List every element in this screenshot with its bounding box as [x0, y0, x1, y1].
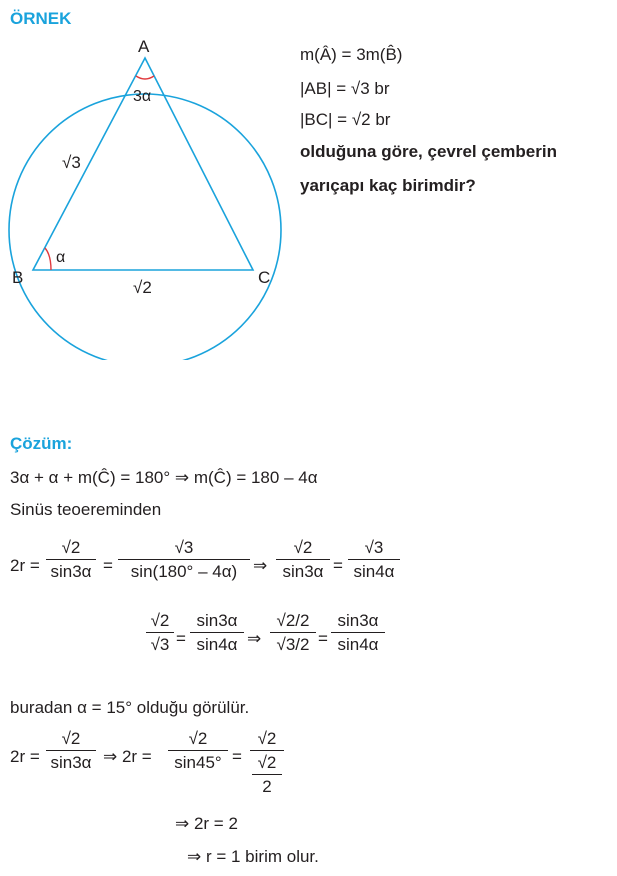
eq3-frac-1: [146, 612, 174, 653]
vertex-a-label: A: [138, 37, 150, 56]
eq2-frac-1: [46, 539, 96, 580]
eq2-equals: =: [103, 556, 113, 575]
triangle-circle-figure: [0, 30, 300, 360]
problem-line-3: |BC| = √2 br: [300, 110, 391, 129]
eq4-frac-3-den-den: 2: [252, 774, 282, 795]
solution-eq6: ⇒ r = 1 birim olur.: [187, 847, 319, 866]
eq2-frac-3: [276, 539, 330, 580]
theorem-line: Sinüs teoereminden: [10, 500, 162, 519]
eq2-frac-4-den: sin4α: [348, 559, 400, 580]
eq4-frac-2-den: sin45°: [168, 750, 228, 771]
eq4-frac-3-num: √2: [257, 729, 277, 748]
eq4-lhs: 2r =: [10, 747, 40, 766]
solution-eq1: 3α + α + m(Ĉ) = 180° ⇒ m(Ĉ) = 180 – 4α: [10, 468, 318, 487]
eq4-frac-3-den: [250, 750, 284, 795]
eq3-frac-4-den: sin4α: [331, 632, 385, 653]
eq3-frac-4-num: sin3α: [337, 611, 379, 630]
result-line: buradan α = 15° olduğu görülür.: [10, 698, 250, 717]
side-bc-label: √2: [133, 278, 152, 297]
solution-label: Çözüm:: [10, 434, 73, 453]
eq3-frac-1-den: √3: [146, 632, 174, 653]
eq2-frac-3-den: sin3α: [276, 559, 330, 580]
eq4-frac-2: [168, 730, 228, 771]
circumcircle: [9, 94, 281, 360]
eq2-frac-2-den: sin(180° – 4α): [118, 559, 250, 580]
vertex-c-label: C: [258, 268, 271, 287]
eq3-frac-3-den: √3/2: [270, 632, 316, 653]
eq2-frac-4-num: √3: [364, 538, 384, 557]
example-label: ÖRNEK: [10, 9, 72, 28]
eq3-frac-3-num: √2/2: [276, 611, 310, 630]
eq2-frac-1-num: √2: [61, 538, 81, 557]
eq4-frac-3: [250, 730, 284, 795]
eq4-frac-1: [46, 730, 96, 771]
eq3-frac-4: [331, 612, 385, 653]
problem-line-1: m(Â) = 3m(B̂): [300, 45, 403, 64]
eq3-frac-2-den: sin4α: [190, 632, 244, 653]
problem-line-4: olduğuna göre, çevrel çemberin: [300, 142, 557, 161]
angle-a-label: 3α: [133, 88, 152, 105]
eq4-arrow: ⇒ 2r =: [103, 747, 152, 766]
eq2-frac-3-num: √2: [293, 538, 313, 557]
eq2-frac-4: [348, 539, 400, 580]
eq3-equals: =: [176, 629, 186, 648]
eq3-frac-1-num: √2: [150, 611, 170, 630]
angle-b-arc: [45, 248, 51, 270]
eq2-lhs: 2r =: [10, 556, 40, 575]
eq3-frac-2-num: sin3α: [196, 611, 238, 630]
angle-a-arc: [136, 76, 154, 79]
problem-line-5: yarıçapı kaç birimdir?: [300, 176, 476, 195]
eq2-equals-2: =: [333, 556, 343, 575]
eq4-frac-1-num: √2: [61, 729, 81, 748]
eq4-frac-1-den: sin3α: [46, 750, 96, 771]
angle-b-label: α: [56, 249, 66, 266]
eq3-equals-2: =: [318, 629, 328, 648]
eq2-frac-2: [118, 539, 250, 580]
eq2-frac-2-num: √3: [174, 538, 194, 557]
eq4-frac-3-den-num: √2: [257, 753, 277, 772]
eq4-frac-2-num: √2: [188, 729, 208, 748]
eq3-frac-3: [270, 612, 316, 653]
solution-eq5: ⇒ 2r = 2: [175, 814, 238, 833]
side-ab-label: √3: [62, 153, 81, 172]
eq2-arrow: ⇒: [253, 556, 268, 575]
eq3-arrow: ⇒: [247, 629, 262, 648]
eq4-equals: =: [232, 747, 242, 766]
problem-line-2: |AB| = √3 br: [300, 79, 390, 98]
vertex-b-label: B: [12, 268, 24, 287]
eq2-frac-1-den: sin3α: [46, 559, 96, 580]
eq3-frac-2: [190, 612, 244, 653]
